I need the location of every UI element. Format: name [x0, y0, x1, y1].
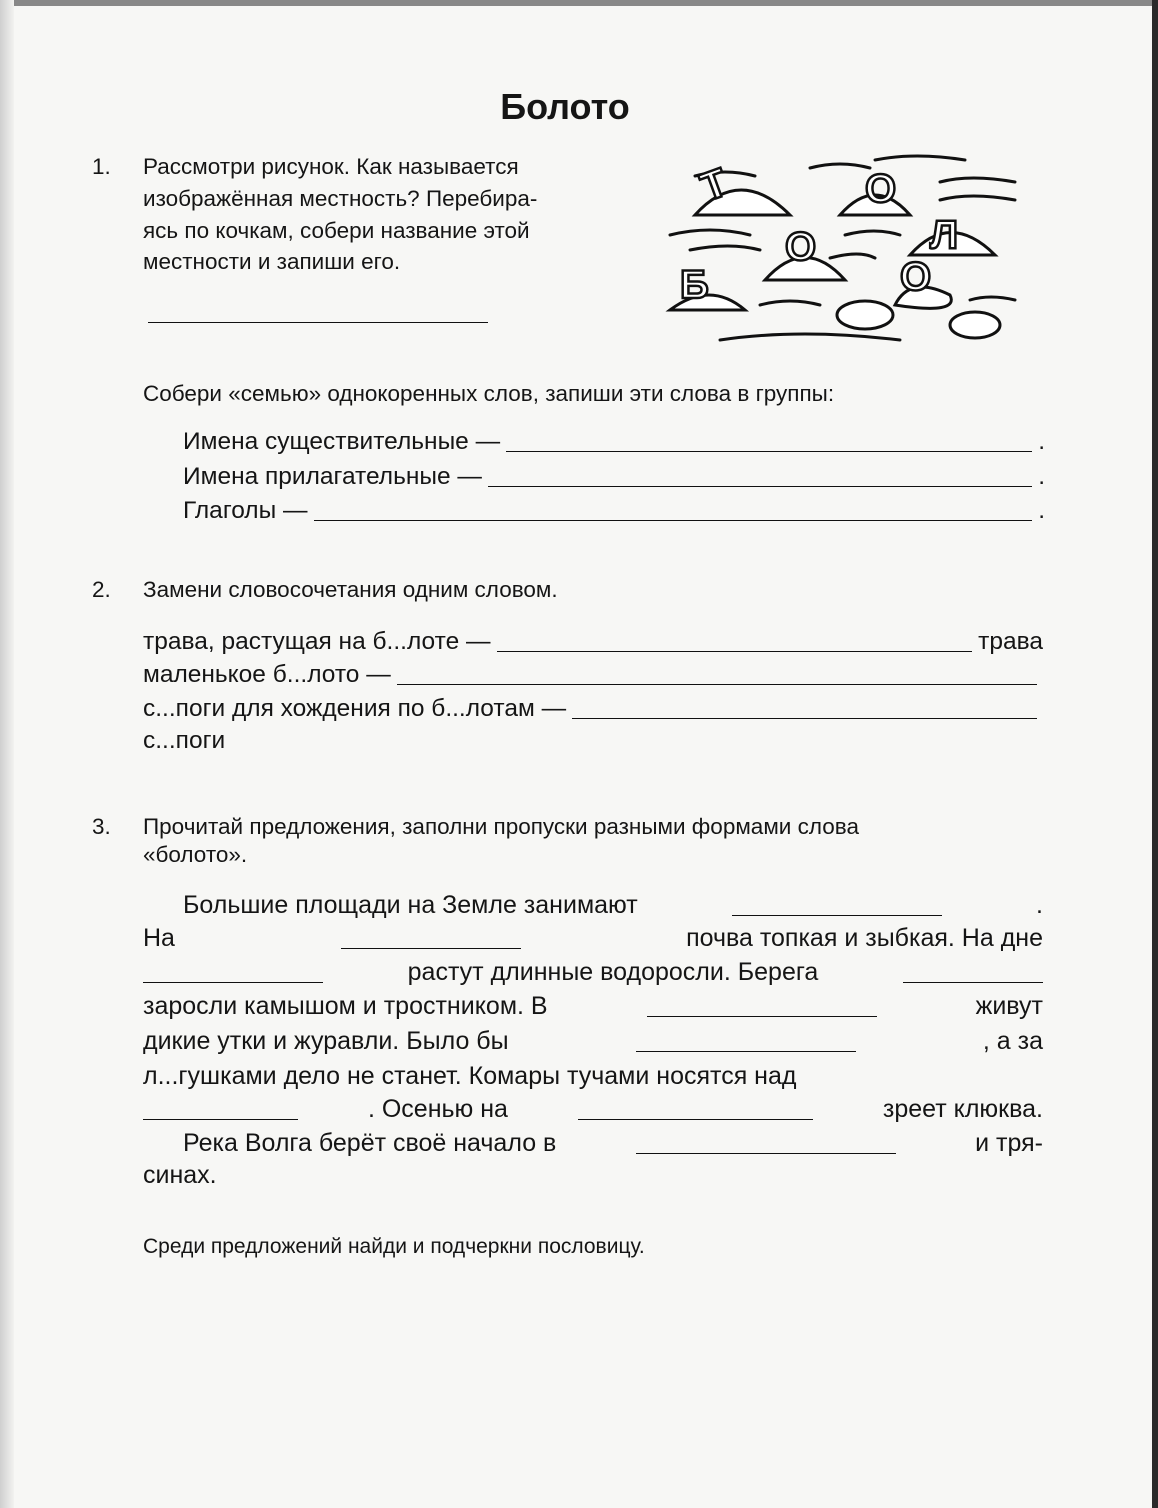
task1-text: местности и запиши его. [143, 249, 401, 274]
phrase: с...поги [143, 727, 226, 754]
adjectives-row [183, 463, 1045, 491]
nouns-answer-line[interactable] [506, 450, 1032, 452]
instruction-text: Прочитай предложения, заполни пропуски разными формами слова [143, 814, 859, 839]
phrase: трава [978, 628, 1043, 655]
sentence-text: Река Волга берёт своё начало в [183, 1129, 557, 1157]
answer-line[interactable] [572, 717, 1037, 719]
scan-top-edge [0, 0, 1158, 6]
answer-blank[interactable] [647, 1015, 877, 1017]
answer-blank[interactable] [732, 914, 942, 916]
scan-right-edge [1152, 0, 1158, 1508]
sentence-text: растут длинные водоросли. Берега [407, 958, 819, 986]
text-line-5 [143, 1027, 1043, 1056]
task2-row-2 [143, 661, 1043, 689]
text-line-1 [183, 891, 1043, 920]
text-line-2 [143, 924, 1043, 953]
sentence-text: л...гушками дело не станет. Комары тучами носятся над [143, 1062, 797, 1090]
task1-line-3 [143, 218, 637, 244]
task2-row-3 [143, 695, 1043, 723]
task1-line-2 [143, 186, 637, 212]
phrase: с...поги для хождения по б...лотам — [143, 695, 567, 722]
sentence-text: почва топкая и зыбкая. На дне [686, 924, 1043, 952]
sentence-text: зреет клюква. [882, 1095, 1043, 1123]
family-instruction [143, 381, 1015, 407]
sentence-text: заросли камышом и тростником. В [143, 992, 548, 1020]
text-line-7 [143, 1095, 1043, 1124]
period: . [1038, 428, 1045, 455]
answer-blank[interactable] [578, 1118, 813, 1120]
page-title: Болото [500, 86, 630, 127]
letter-b: Б [680, 263, 709, 307]
adjectives-answer-line[interactable] [488, 485, 1032, 487]
answer-blank[interactable] [341, 947, 521, 949]
text-line-8 [183, 1129, 1043, 1158]
answer-line[interactable] [397, 683, 1037, 685]
task1-line-1 [143, 154, 637, 180]
task3-number: 3. [92, 814, 111, 839]
proverb-instruction: Среди предложений найди и подчеркни пословицу. [143, 1235, 645, 1258]
letter-o: О [900, 255, 932, 299]
phrase: трава, растущая на б...лоте — [143, 628, 491, 655]
instruction-text: Собери «семью» однокоренных слов, запиши эти слова в группы: [143, 381, 835, 406]
sentence-text: и тря- [975, 1129, 1043, 1157]
task3-instruction-1 [143, 814, 1043, 840]
answer-blank[interactable] [143, 1118, 298, 1120]
verbs-answer-line[interactable] [314, 519, 1033, 521]
letter-l: Л [930, 213, 959, 257]
task2-instruction: Замени словосочетания одним словом. [143, 577, 558, 602]
text-line-6 [143, 1062, 1043, 1091]
answer-line[interactable] [497, 650, 973, 652]
task1-text: Рассмотри рисунок. Как называется [143, 154, 519, 179]
sentence-text: На [143, 924, 175, 952]
sentence-text: . Осенью на [367, 1095, 508, 1123]
text-line-4 [143, 992, 1043, 1021]
text-line-9 [143, 1161, 217, 1190]
swamp-picture [660, 140, 1020, 350]
nouns-label: Имена существительные — [183, 428, 501, 455]
task2-row-4 [143, 727, 225, 755]
task1-text: изображённая местность? Перебира- [143, 186, 538, 211]
sentence-text: живут [975, 992, 1043, 1020]
verbs-label: Глаголы — [183, 497, 308, 524]
task2-row-1 [143, 628, 1043, 656]
verbs-row [183, 497, 1045, 525]
task1-text: ясь по кочкам, собери название этой [143, 218, 530, 243]
answer-blank[interactable] [903, 981, 1043, 983]
answer-blank[interactable] [636, 1152, 896, 1154]
letter-t: Т [695, 160, 734, 211]
text-line-3 [143, 958, 1043, 987]
phrase: маленькое б...лото — [143, 661, 391, 688]
task3-instruction-2: «болото». [143, 842, 248, 867]
task1-answer-line[interactable] [148, 322, 488, 323]
task1-number: 1. [92, 154, 111, 179]
period: . [1036, 891, 1043, 919]
answer-blank[interactable] [636, 1050, 856, 1052]
answer-blank[interactable] [143, 981, 323, 983]
task1-line-4 [143, 249, 400, 275]
scan-left-shadow [0, 0, 14, 1508]
period: . [1038, 497, 1045, 524]
picture-letters [680, 160, 958, 307]
adjectives-label: Имена прилагательные — [183, 463, 482, 490]
task2-number: 2. [92, 577, 111, 602]
sentence-text: синах. [143, 1161, 217, 1189]
letter-o: О [865, 167, 897, 211]
sentence-text: Большие площади на Земле занимают [183, 891, 638, 919]
sentence-text: , а за [982, 1027, 1043, 1055]
nouns-row [183, 428, 1045, 456]
period: . [1038, 463, 1045, 490]
sentence-text: дикие утки и журавли. Было бы [143, 1027, 509, 1055]
letter-o: О [785, 225, 817, 269]
